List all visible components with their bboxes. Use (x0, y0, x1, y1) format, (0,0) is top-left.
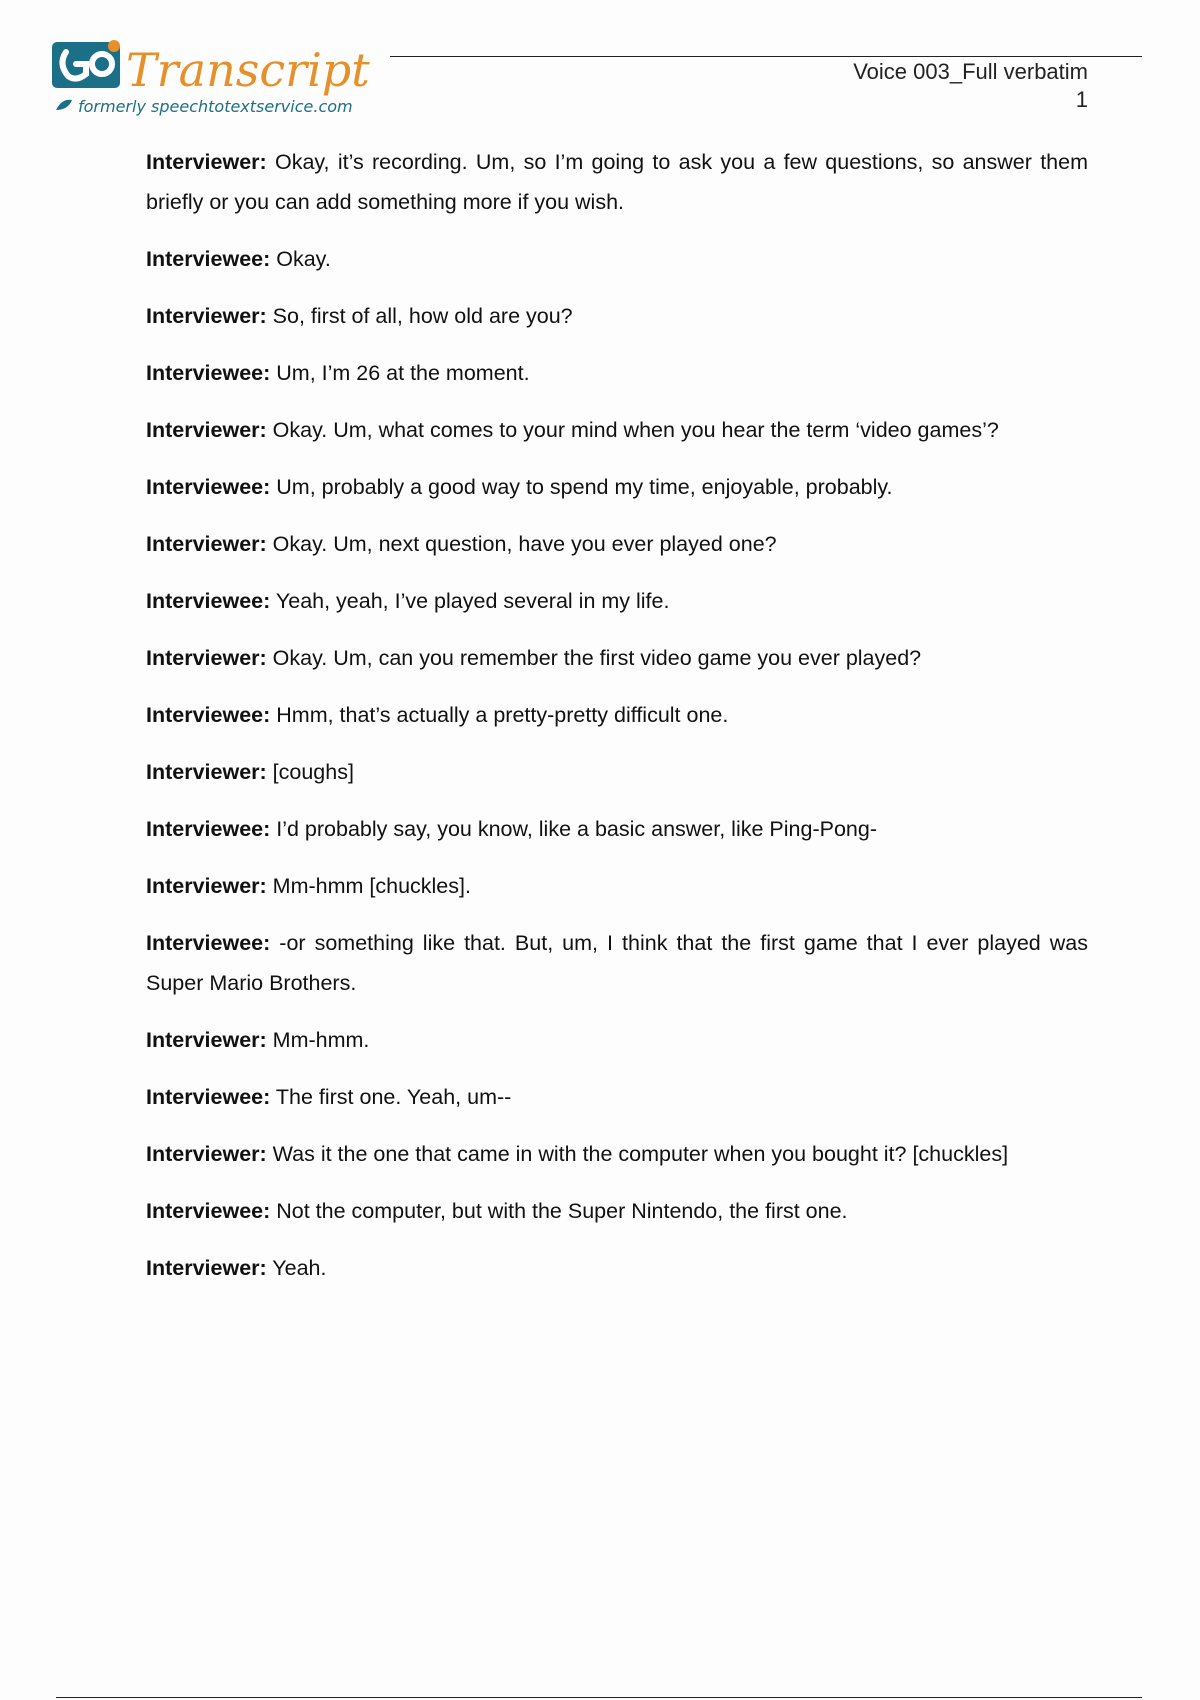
transcript-turn (146, 1077, 1088, 1117)
gotranscript-logo (52, 40, 392, 130)
speaker-label: Interviewee: (146, 703, 271, 727)
utterance-text: I’d probably say, you know, like a basic answer, like Ping-Pong- (270, 817, 877, 841)
utterance-text: Hmm, that’s actually a pretty-pretty difficult one. (270, 703, 729, 727)
speaker-label: Interviewer: (146, 874, 267, 898)
speaker-label: Interviewee: (146, 247, 271, 271)
speaker-label: Interviewer: (146, 1256, 267, 1280)
transcript-turn (146, 866, 1088, 906)
utterance-text: Not the computer, but with the Super Nintendo, the first one. (270, 1199, 848, 1223)
utterance-text: Yeah. (266, 1256, 327, 1280)
logo-tagline: formerly speechtotextservice.com (78, 97, 353, 116)
transcript-turn (146, 467, 1088, 507)
page-header (853, 58, 1088, 114)
utterance-text: [coughs] (266, 760, 354, 784)
speaker-label: Interviewer: (146, 418, 267, 442)
speaker-label: Interviewer: (146, 532, 267, 556)
utterance-text: Um, I’m 26 at the moment. (270, 361, 530, 385)
header-rule (390, 56, 1142, 57)
utterance-text: Um, probably a good way to spend my time, enjoyable, probably. (270, 475, 893, 499)
transcript-turn (146, 752, 1088, 792)
logo-wordmark: Transcript (126, 43, 370, 97)
transcript-turn (146, 1248, 1088, 1288)
transcript-turn (146, 695, 1088, 735)
speaker-label: Interviewer: (146, 646, 267, 670)
speaker-label: Interviewer: (146, 150, 267, 174)
utterance-text: Okay, it’s recording. Um, so I’m going to ask you a few questions, so answer them briefly or you can add something more if you wish. (146, 150, 1088, 214)
speaker-label: Interviewee: (146, 931, 271, 955)
utterance-text: Okay. Um, can you remember the first video game you ever played? (266, 646, 922, 670)
transcript-turn (146, 524, 1088, 564)
transcript-turn (146, 353, 1088, 393)
transcript-turn (146, 581, 1088, 621)
speaker-label: Interviewee: (146, 361, 271, 385)
utterance-text: Mm-hmm [chuckles]. (266, 874, 471, 898)
transcript-turn (146, 1134, 1088, 1174)
transcript-turn (146, 142, 1088, 222)
utterance-text: So, first of all, how old are you? (266, 304, 573, 328)
utterance-text: Okay. Um, what comes to your mind when you hear the term ‘video games’? (266, 418, 999, 442)
transcript-turn (146, 638, 1088, 678)
speaker-label: Interviewee: (146, 1199, 271, 1223)
utterance-text: Was it the one that came in with the computer when you bought it? [chuckles] (266, 1142, 1009, 1166)
utterance-text: -or something like that. But, um, I think that the first game that I ever played was Super Mario Brothers. (146, 931, 1088, 995)
speaker-label: Interviewee: (146, 475, 271, 499)
speaker-label: Interviewee: (146, 817, 271, 841)
speaker-label: Interviewer: (146, 760, 267, 784)
transcript-turn (146, 239, 1088, 279)
transcript-turn (146, 410, 1088, 450)
speaker-label: Interviewee: (146, 589, 271, 613)
speaker-label: Interviewee: (146, 1085, 271, 1109)
utterance-text: Yeah, yeah, I’ve played several in my life. (270, 589, 670, 613)
transcript-turn (146, 1020, 1088, 1060)
page-number: 1 (1075, 87, 1088, 112)
transcript-turn (146, 923, 1088, 1003)
utterance-text: The first one. Yeah, um-- (270, 1085, 512, 1109)
speaker-label: Interviewer: (146, 1028, 267, 1052)
transcript-turn (146, 296, 1088, 336)
footer-rule (56, 1697, 1142, 1698)
utterance-text: Mm-hmm. (266, 1028, 370, 1052)
transcript-turn (146, 1191, 1088, 1231)
transcript-turn (146, 809, 1088, 849)
transcript-body (146, 142, 1088, 1305)
speaker-label: Interviewer: (146, 1142, 267, 1166)
speaker-label: Interviewer: (146, 304, 267, 328)
utterance-text: Okay. Um, next question, have you ever played one? (266, 532, 777, 556)
utterance-text: Okay. (270, 247, 331, 271)
document-title: Voice 003_Full verbatim (853, 59, 1088, 84)
